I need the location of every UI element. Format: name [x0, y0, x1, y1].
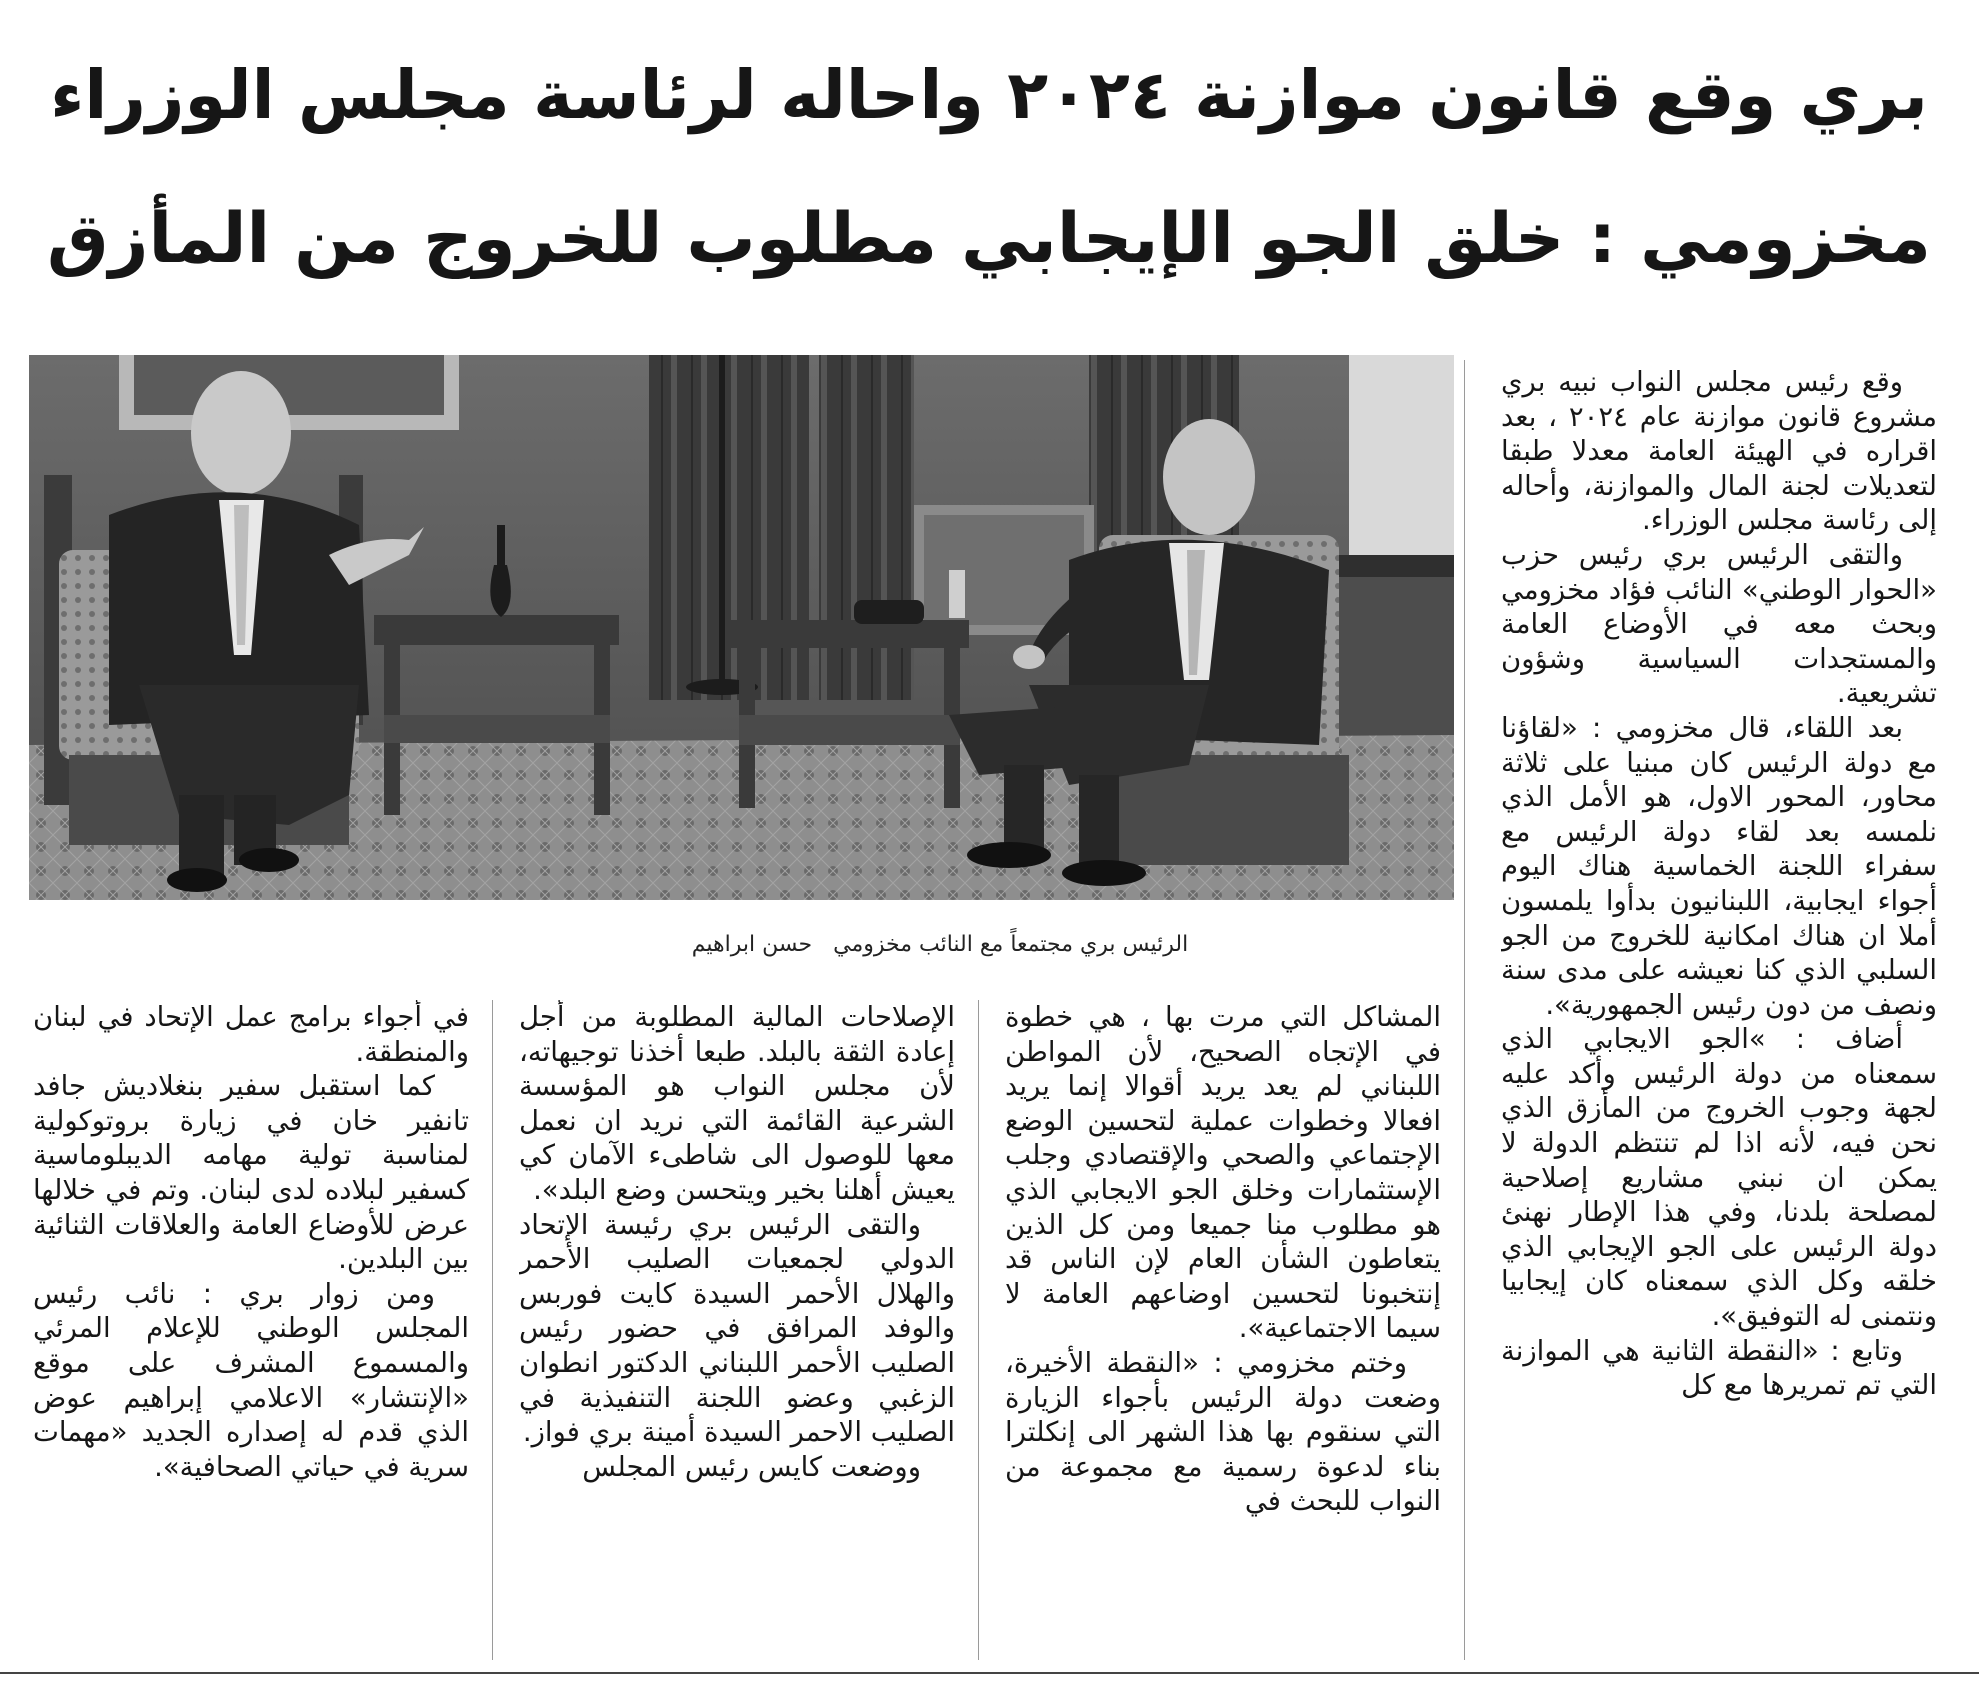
- paragraph: وختم مخزومي : «النقطة الأخيرة، وضعت دولة الرئيس بأجواء الزيارة التي سنقوم بها هذا الشهر الى إنكلترا بناء لدعوة رسمية مع مجموعة من النواب للبحث في: [1005, 1346, 1441, 1518]
- paragraph: في أجواء برامج عمل الإتحاد في لبنان والمنطقة.: [33, 1001, 469, 1068]
- article-column-right: [1501, 365, 1937, 1665]
- paragraph: وقع رئيس مجلس النواب نبيه بري مشروع قانون موازنة عام ٢٠٢٤ ، بعد اقراره في الهيئة العامة معدلا طبقا لتعديلات لجنة المال والموازنة، وأحاله إلى رئاسة مجلس الوزراء.: [1501, 366, 1937, 537]
- column-divider: [1464, 360, 1465, 1660]
- headline-main: بري وقع قانون موازنة ٢٠٢٤ واحاله لرئاسة مجلس الوزراء: [50, 56, 1928, 134]
- paragraph: كما استقبل سفير بنغلاديش جافد تانفير خان في زيارة بروتوكولية لمناسبة تولية مهامه الديبلوماسية كسفير لبلاده لدى لبنان. وتم في خلالها عرض للأوضاع العامة والعلاقات الثنائية بين البلدين.: [33, 1070, 469, 1276]
- paragraph: أضاف : »الجو الايجابي الذي سمعناه من دولة الرئيس وأكد عليه لجهة وجوب الخروج من المأزق الذي نحن فيه، لأنه اذا لم تنتظم الدولة لا يمكن ان نبني مشاريع إصلاحية لمصلحة بلدنا، وفي هذا الإطار نهنئ دولة الرئيس على الجو الإيجابي الذي خلقه وكل الذي سمعناه كان إيجابيا ونتمنى له التوفيق».: [1501, 1023, 1937, 1333]
- headline-sub: مخزومي : خلق الجو الإيجابي مطلوب للخروج من المأزق: [47, 199, 1931, 279]
- paragraph: والتقى الرئيس بري رئيسة الإتحاد الدولي لجمعيات الصليب الأحمر والهلال الأحمر السيدة كايت فوربس والوفد المرافق في حضور رئيس الصليب الأحمر اللبناني الدكتور انطوان الزغبي وعضو اللجنة التنفيذية في الصليب الاحمر السيدة أمينة بري فواز.: [519, 1208, 955, 1449]
- bottom-rule: [0, 1672, 1979, 1674]
- article-column-bottom-3: [33, 1000, 469, 1665]
- paragraph: المشاكل التي مرت بها ، هي خطوة في الإتجاه الصحيح، لأن المواطن اللبناني لم يعد يريد أقوالا إنما يريد افعالا وخطوات عملية لتحسين الوضع الإجتماعي والصحي والإقتصادي وجلب الإستثمارات وخلق الجو الايجابي الذي هو مطلوب منا جميعا ومن كل الذين يتعاطون الشأن العام لإن الناس قد إنتخبونا لتحسين اوضاعهم العامة لا سيما الاجتماعية».: [1005, 1001, 1441, 1345]
- photo-credit: حسن ابراهيم: [691, 932, 813, 957]
- photo-caption: [430, 932, 1450, 957]
- article-photo: [29, 355, 1454, 900]
- paragraph: والتقى الرئيس بري رئيس حزب «الحوار الوطني» النائب فؤاد مخزومي وبحث معه في الأوضاع العامة والمستجدات السياسية وشؤون تشريعية.: [1501, 538, 1937, 710]
- paragraph: ومن زوار بري : نائب رئيس المجلس الوطني للإعلام المرئي والمسموع المشرف على موقع «الإنتشار» الاعلامي إبراهيم عوض الذي قدم له إصداره الجديد «مهمات سرية في حياتي الصحافية».: [33, 1277, 469, 1483]
- paragraph: ووضعت كايس رئيس المجلس: [582, 1450, 921, 1483]
- caption-text: الرئيس بري مجتمعاً مع النائب مخزومي: [833, 932, 1189, 957]
- paragraph: بعد اللقاء، قال مخزومي : «لقاؤنا مع دولة الرئيس كان مبنيا على ثلاثة محاور، المحور الاول، هو الأمل الذي نلمسه بعد لقاء دولة الرئيس مع سفراء اللجنة الخماسية هناك اليوم أجواء ايجابية، اللبنانيون بدأوا يلمسون أملا ان هناك امكانية للخروج من الجو السلبي الذي كنا نعيشه على مدى سنة ونصف من دون رئيس الجمهورية».: [1501, 711, 1937, 1021]
- column-divider: [978, 1000, 979, 1660]
- article-column-bottom-1: [1005, 1000, 1441, 1665]
- paragraph: الإصلاحات المالية المطلوبة من أجل إعادة الثقة بالبلد. طبعا أخذنا توجيهاته، لأن مجلس النواب هو المؤسسة الشرعية القائمة التي نريد ان نعمل معها للوصول الى شاطىء الآمان كي يعيش أهلنا بخير ويتحسن وضع البلد».: [519, 1001, 955, 1206]
- meeting-photo-illustration: [29, 355, 1454, 900]
- column-divider: [492, 1000, 493, 1660]
- article-column-bottom-2: [519, 1000, 955, 1665]
- paragraph: وتابع : «النقطة الثانية هي الموازنة التي تم تمريرها مع كل: [1501, 1334, 1937, 1402]
